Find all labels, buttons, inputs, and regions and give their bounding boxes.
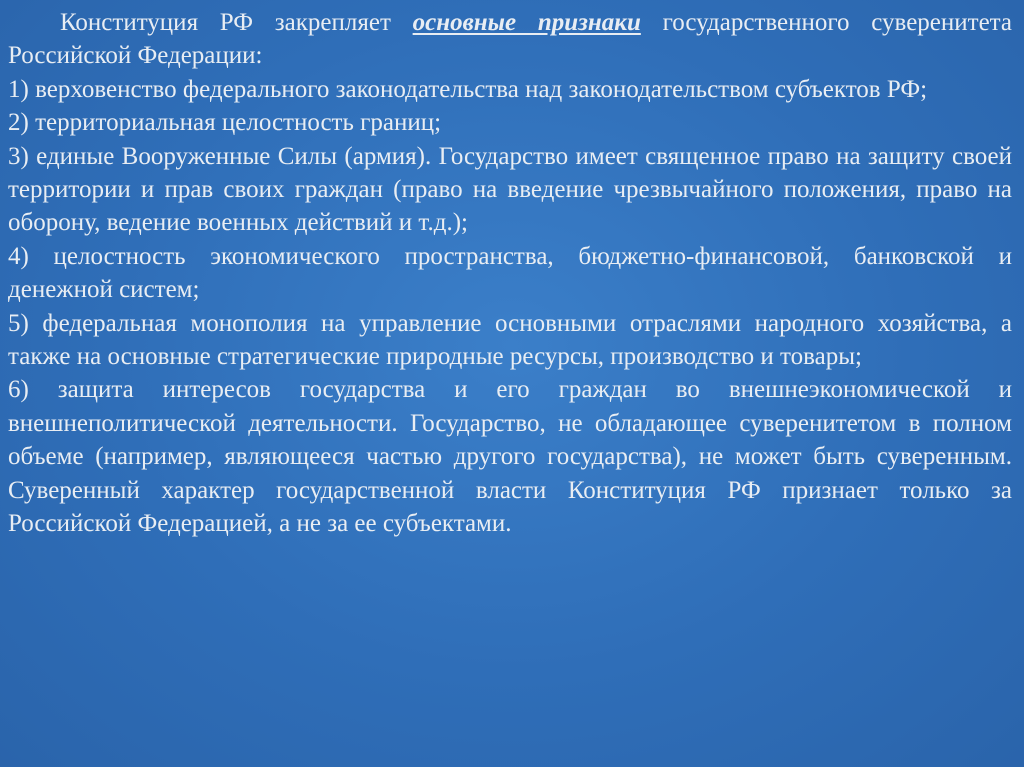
- list-item: 3) единые Вооруженные Силы (армия). Государство имеет священное право на защиту своей территории и прав своих граждан (право на введение чрезвычайного положения, право на оборону, ведение военных действий и т.д.);: [8, 142, 1012, 237]
- list-item: 4) целостность экономического пространства, бюджетно-финансовой, банковской и денежной систем;: [8, 242, 1012, 304]
- list-item: 2) территориальная целостность границ;: [8, 109, 442, 137]
- slide-text: [8, 6, 1012, 541]
- list-item: 6) защита интересов государства и его граждан во внешнеэкономической и внешнеполитической деятельности. Государство, не обладающее суверенитетом в полном объеме (например, являющееся частью другого государства), не может быть суверенным. Суверенный характер государственной власти Конституция РФ признает только за Российской Федерацией, а не за ее субъектами.: [8, 376, 1012, 538]
- intro-after: государственного суверенитета Российской Федерации:: [8, 9, 1012, 70]
- intro-emphasis: основные признаки: [412, 9, 641, 36]
- list-item: 1) верховенство федерального законодательства над законодательством субъектов РФ;: [8, 75, 928, 103]
- intro-before: Конституция РФ закрепляет: [60, 9, 413, 36]
- intro-paragraph: [8, 6, 1012, 73]
- list-item: 5) федеральная монополия на управление основными отраслями народного хозяйства, а также на основные стратегические природные ресурсы, производство и товары;: [8, 309, 1012, 371]
